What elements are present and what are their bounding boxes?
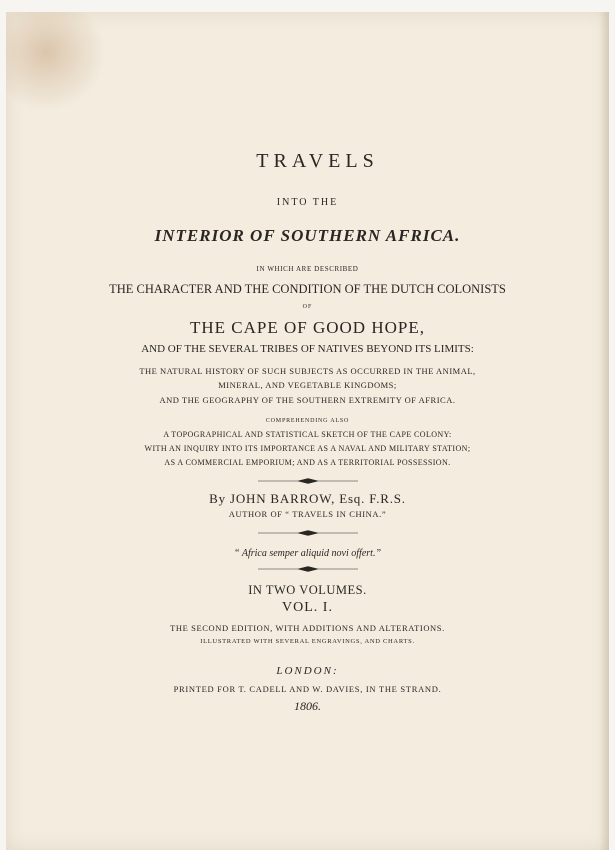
comprehending-line: COMPREHENDING ALSO (265, 418, 350, 424)
book-title: TRAVELS (256, 150, 379, 172)
latin-motto: “ Africa semper aliquid novi offert.” (233, 548, 382, 559)
imprint-city: LONDON: (276, 665, 339, 677)
volumes-line: IN TWO VOLUMES. (248, 583, 367, 597)
natural-history-line-2: MINERAL, AND VEGETABLE KINGDOMS; (218, 380, 397, 390)
ornamental-rule-top (258, 478, 358, 484)
imprint-printer: PRINTED FOR T. CADELL AND W. DAVIES, IN THE STRAND. (173, 684, 442, 694)
volume-number: VOL. I. (282, 600, 333, 615)
topographical-line-3: AS A COMMERCIAL EMPORIUM; AND AS A TERRITORIAL POSSESSION. (164, 458, 451, 467)
in-which-line: IN WHICH ARE DESCRIBED (256, 265, 359, 273)
ornamental-rule-middle (258, 530, 358, 536)
tribes-line: AND OF THE SEVERAL TRIBES OF NATIVES BEYOND ITS LIMITS: (141, 343, 474, 355)
natural-history-line-1: THE NATURAL HISTORY OF SUCH SUBJECTS AS OCCURRED IN THE ANIMAL, (139, 366, 476, 376)
natural-history-line-3: AND THE GEOGRAPHY OF THE SOUTHERN EXTREMITY OF AFRICA. (159, 395, 456, 405)
topographical-line-2: WITH AN INQUIRY INTO ITS IMPORTANCE AS A NAVAL AND MILITARY STATION; (144, 444, 471, 453)
topographical-line-1: A TOPOGRAPHICAL AND STATISTICAL SKETCH OF THE CAPE COLONY: (163, 430, 452, 439)
imprint-year: 1806. (294, 699, 321, 713)
illustrated-line: ILLUSTRATED WITH SEVERAL ENGRAVINGS, AND CHARTS. (200, 638, 415, 645)
foxing-stain (6, 12, 106, 112)
of-line: OF (302, 304, 313, 310)
ornamental-rule-bottom (258, 566, 358, 572)
title-into-line: INTO THE (276, 197, 339, 208)
character-line: THE CHARACTER AND THE CONDITION OF THE DUTCH COLONISTS (109, 282, 506, 296)
cape-line: THE CAPE OF GOOD HOPE, (190, 318, 425, 337)
edition-line: THE SECOND EDITION, WITH ADDITIONS AND ALTERATIONS. (170, 623, 445, 633)
title-interior-line: INTERIOR OF SOUTHERN AFRICA. (154, 226, 461, 245)
author-byline: By JOHN BARROW, Esq. F.R.S. (209, 491, 406, 506)
author-of-line: AUTHOR OF “ TRAVELS IN CHINA.” (228, 509, 387, 519)
